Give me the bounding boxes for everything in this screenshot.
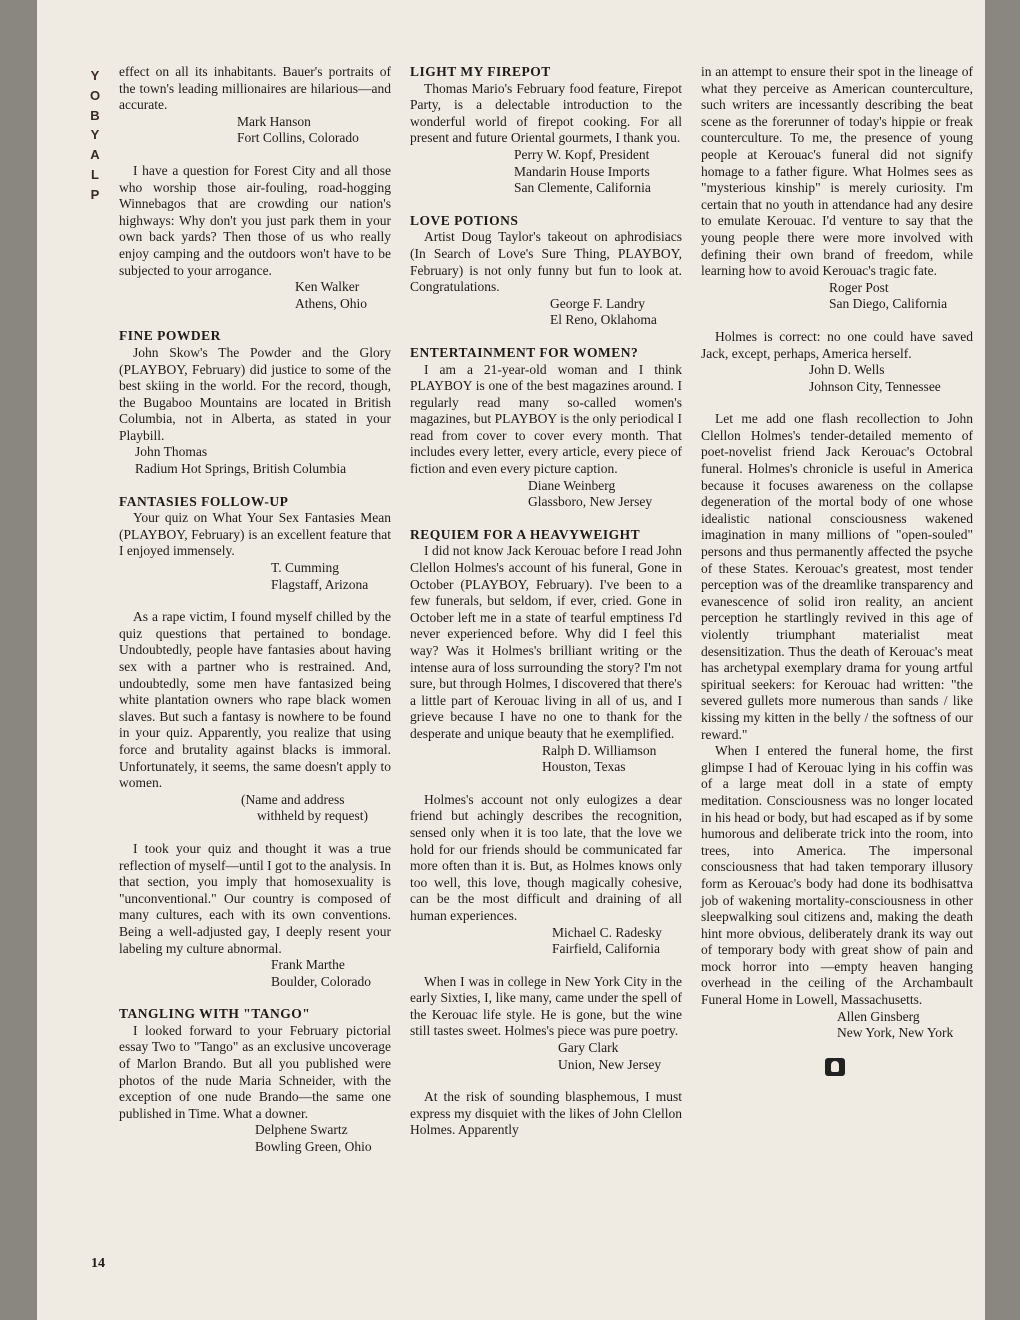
letter-body: Holmes's account not only eulogizes a dear friend but achingly describes the recognition, sensed only when it is too late, that the love we hold for our friends should be communicated far more often than it is. But, as Holmes knows only too well, this love, though magically cohesive, can be the most difficult and draining of all human experiences. [410,791,682,923]
letter-signature [410,296,682,329]
signer-place: San Diego, California [829,296,948,312]
letter-body: John Skow's The Powder and the Glory (PLAYBOY, February) did justice to some of the best skiing in the world. For the record, though, the Bugaboo Mountains are located in British Columbia, not in Alberta, as stated in your Playbill. [119,344,391,443]
signer-name: Gary Clark [558,1040,619,1056]
runner-letter: O [89,87,101,103]
letter-signature [119,444,391,477]
column-3 [701,64,973,1080]
letter-signature [410,1040,682,1073]
signer-name: George F. Landry [550,295,646,311]
letter-body: When I entered the funeral home, the first glimpse I had of Kerouac lying in his coffin was of a large meat doll in a state of empty meditation. Consciousness was no longer located in his head or body, but had escaped as if by some humorous and deliberate trick into the room, into trees, into America. The impersonal consciousness that had taken temporary illusory form as Kerouac's body had done its bodhisattva job of wakening mortality-consciousness in other sleepwalking soul citizens and, making the death hint more obvious, deliberately drank its way out of temporary body with great show of pain and mock horror into —empty heaven hanging overhead in the ceiling of the Archambault Funeral Home in Lowell, Massachusetts. [701,743,973,1008]
letter-body: I have a question for Forest City and all those who worship those air-fouling, road-hogging Winnebagos that are crowding our nation's highways: Why don't you just park them in your own back yards? Then those of us who really enjoy camping and the outdoors won't have to be subjected to your arrogance. [119,162,391,278]
section-heading: FINE POWDER [119,328,221,344]
signer-place: withheld by request) [257,808,368,824]
signer-name: (Name and address [241,791,345,807]
letter-signature [119,560,391,593]
letter-body: Let me add one flash recollection to John Clellon Holmes's tender-detailed memento of poet-novelist friend Jack Kerouac's Octobral funeral. Holmes's chronicle is useful in America because it focuses awareness on the collapse degeneration of the mortal body of one whose idealistic national consciousness wakened imagination in many millions of "open-souled" persons and thus permanently affected the psyche of these States. Kerouac's greatest, most tender perception was of the dreamlike transparency and evanescence of solid iron reality, an ancient perception he startlingly revived in this age of violently triumphant materialist meat desensitization. Thus the death of Kerouac's meat has archetypal exemplary drama for young artful spiritual seekers: for Kerouac had written: "the severed gullets more numerous than sands / like kissing my kitten in the belly / the softness of our reward." [701,411,973,742]
signer-name: Diane Weinberg [528,477,616,493]
section-heading: TANGLING WITH "TANGO" [119,1006,311,1022]
signer-name: John D. Wells [809,362,885,378]
section-heading: REQUIEM FOR A HEAVYWEIGHT [410,526,641,542]
signer-place: Radium Hot Springs, British Columbia [135,461,347,477]
letter-signature [410,743,682,776]
magazine-page [37,0,985,1320]
letter-body: I did not know Jack Kerouac before I read John Clellon Holmes's account of his funeral, Gone in October (PLAYBOY, February). I've been to a few funerals, but seldom, if ever, cried. Gone in October left me in a state of tearful emptiness I'd never experienced before. Why did I feel this way? Was it Holmes's brilliant writing or the intense aura of loss surrounding the story? I'm not sure, but through Holmes, I discovered that there's a little part of Kerouac living in all of us, and I grieve because I have no one to thank for the desperate and unique beauty that he exemplified. [410,543,682,741]
letter-body: I took your quiz and thought it was a true reflection of myself—until I got to the analysis. In that section, you imply that homosexuality is "unconventional." Our country is composed of many cultures, each with its own conventions. Being a well-adjusted gay, I deeply resent your labeling my culture abnormal. [119,840,391,956]
signer-name: Allen Ginsberg [837,1008,920,1024]
signer-place: Fort Collins, Colorado [237,130,359,146]
signer-place: Fairfield, California [552,941,660,957]
letter-body: Thomas Mario's February food feature, Firepot Party, is a delectable introduction to the wonderful world of firepot cooking. For all present and future Oriental gourmets, I thank you. [410,80,682,146]
runner-letter: P [90,186,100,202]
runner-letter: B [90,107,100,123]
letter-body: At the risk of sounding blasphemous, I must express my disquiet with the likes of John Clellon Holmes. Apparently [410,1089,682,1138]
letter-signature [701,362,973,395]
letter-signature [410,925,682,958]
letter-body: in an attempt to ensure their spot in the lineage of what they perceive as American counterculture, such writers are incessantly describing the beat scene as the forerunner of today's hippie or freak counterculture. To me, the presence of young people at Kerouac's funeral did not signify homage to a father figure. What Holmes sees as "mysterious kinship" is merely curiosity. I'm certain that no youth in attendance had any desire to emulate Kerouac. I'd venture to say that the young people there were more involved with defining their own brand of freedom, while learning how to avoid Kerouac's tragic fate. [701,64,973,279]
letter-signature [410,478,682,511]
signer-place: Bowling Green, Ohio [255,1139,372,1155]
signer-place: Glassboro, New Jersey [528,494,653,510]
letter-body: I am a 21-year-old woman and I think PLAYBOY is one of the best magazines around. I regularly read many so-called women's magazines, but PLAYBOY is the only periodical I read from cover to cover every month. That includes every letter, every article, every piece of fiction and even every picture caption. [410,361,682,477]
section-heading: ENTERTAINMENT FOR WOMEN? [410,344,639,360]
signer-name: Frank Marthe [271,957,345,973]
letter-body: As a rape victim, I found myself chilled by the quiz questions that pertained to bondage. Undoubtedly, people have fantasies about having sex with a partner who is restrained. And, undoubtedly, some men have fantasized being white plantation owners who rape black women slaves. But such a fantasy is nowhere to be found in your quiz. Apparently, you realize that using force and brutality against blacks is immoral. Unfortunately, it seems, the same doesn't apply to women. [119,609,391,791]
letter-body: When I was in college in New York City in the early Sixties, I, like many, came under the spell of the Kerouac life style. He is gone, but the wine still tastes sweet. Holmes's piece was pure poetry. [410,973,682,1039]
runner-letter: A [90,147,100,163]
signer-place: Houston, Texas [542,759,626,775]
signer-name: T. Cumming [271,560,340,576]
playboy-bunny-icon [825,1058,845,1076]
letter-signature [410,147,682,197]
signer-name: Michael C. Radesky [552,924,662,940]
signer-place: Union, New Jersey [558,1056,662,1072]
letter-signature [701,1009,973,1042]
section-heading: LOVE POTIONS [410,212,519,228]
letter-signature [119,279,391,312]
signer-name: Perry W. Kopf, President [514,146,650,162]
letter-signature [119,114,391,147]
signer-place: New York, New York [837,1025,954,1041]
signer-name: Mark Hanson [237,113,311,129]
signer-place: Flagstaff, Arizona [271,576,369,592]
runner-letter: Y [90,68,100,83]
signer-place: El Reno, Oklahoma [550,312,657,328]
letter-body: Artist Doug Taylor's takeout on aphrodisiacs (In Search of Love's Sure Thing, PLAYBOY, February) is not only funny but fun to look at. Congratulations. [410,229,682,295]
letter-body: I looked forward to your February pictorial essay Two to "Tango" as an exclusive uncoverage of Marlon Brando. But all you published were photos of the nude Maria Schneider, with the exception of one nude Brando—the same one published in Time. What a downer. [119,1022,391,1121]
signer-place: Athens, Ohio [295,295,367,311]
running-head-vertical [87,66,103,205]
column-1 [119,64,391,1172]
signer-place: San Clemente, California [514,180,651,196]
signer-org: Mandarin House Imports [514,163,650,179]
section-heading: FANTASIES FOLLOW-UP [119,493,289,509]
column-2 [410,64,682,1155]
runner-letter: L [91,166,99,182]
signer-name: Ralph D. Williamson [542,742,657,758]
signer-name: Ken Walker [295,279,360,295]
signer-name: Roger Post [829,279,889,295]
letter-signature [119,1122,391,1155]
letter-signature [701,280,973,313]
signer-name: Delphene Swartz [255,1122,348,1138]
letter-signature [119,792,391,825]
signer-name: John Thomas [135,444,208,460]
section-heading: LIGHT MY FIREPOT [410,64,551,79]
letter-body: Holmes is correct: no one could have saved Jack, except, perhaps, America herself. [701,328,973,361]
signer-place: Johnson City, Tennessee [809,378,941,394]
letter-body: effect on all its inhabitants. Bauer's portraits of the town's leading millionaires are hilarious—and accurate. [119,64,391,113]
letter-signature [119,957,391,990]
letter-body: Your quiz on What Your Sex Fantasies Mean (PLAYBOY, February) is an excellent feature that I enjoyed immensely. [119,510,391,559]
page-number: 14 [91,1256,105,1271]
runner-letter: Y [90,127,100,143]
signer-place: Boulder, Colorado [271,973,371,989]
